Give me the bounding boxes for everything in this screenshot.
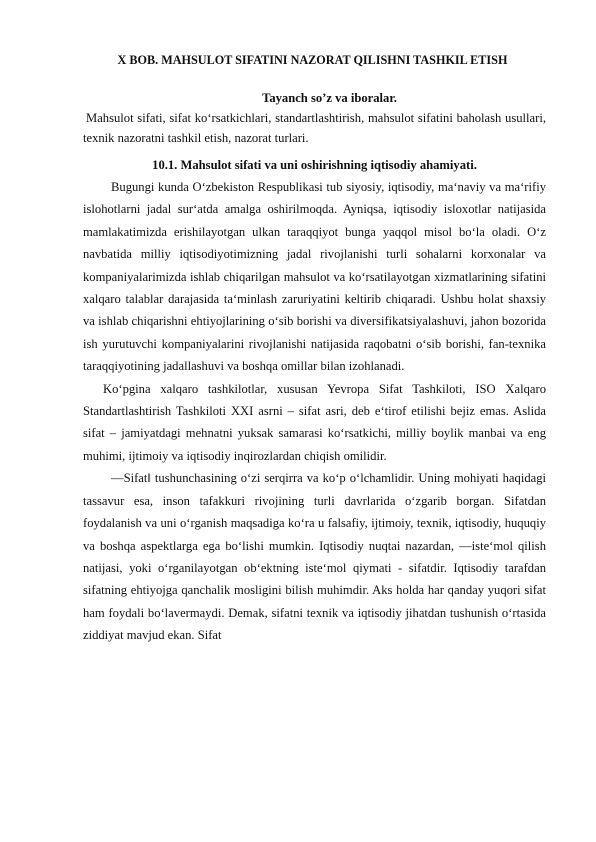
paragraph-3: ―Sifat‖ tushunchasining o‘zi serqirra va ko‘p o‘lchamlidir. Uning mohiyati haqidagi tassavur esa, inson tafakkuri rivojining turli davrlarida o‘zgarib borgan. Sifatdan foydalanish va uni o‘rganish maqsadiga ko‘ra u falsafiy, ijtimoiy, texnik, iqtisodiy, huquqiy va boshqa aspektlarga ega bo‘lishi mumkin. Iqtisodiy nuqtai nazardan, ―iste‘mol qilish natijasi, yoki o‘rganilayotgan ob‘ektning iste‘mol qiymati - sifatdir. Iqtisodiy tarafdan sifatning ehtiyojga qanchalik mosligini bilish muhimdir. Aks holda har qanday yuqori sifat ham foydali bo‘lavermaydi. Demak, sifatni texnik va iqtisodiy jihatdan tushunish o‘rtasida ziddiyat mavjud ekan. Sifat bbox=[83, 471, 546, 643]
paragraph-1: Bugungi kunda O‘zbekiston Respublikasi tub siyosiy, iqtisodiy, ma‘naviy va ma‘rifiy islohotlarni jadal sur‘atda amalga oshirilmoqda. Ayniqsa, iqtisodiy isloxotlar natijasida mamlakatimizda erishilayotgan ulkan taraqqiyot bunga yaqqol misol bo‘la oladi. O‘z navbatida milliy iqtisodiyotimizning jadal rivojlanishi turli sohalarni korxonalar va kompaniyalarimizda ishlab chiqarilgan mahsulot va ko‘rsatilayotgan xizmatlarining sifatini xalqaro talablar darajasida ta‘minlash zaruriyatini keltirib chiqaradi. Ushbu holat shaxsiy va ishlab chiqarishni ehtiyojlarining o‘sib borishi va diversifikatsiyalashuvi, jahon bozorida ish yurutuvchi kompaniyalarini rivojlanishi natijasida raqobatni o‘sib borishi, fan-texnika taraqqiyotining jadallashuvi va boshqa omillar bilan izohlanadi. bbox=[83, 180, 546, 374]
paragraph-2: Ko‘pgina xalqaro tashkilotlar, xususan Yevropa Sifat Tashkiloti, ISO Xalqaro Standartlashtirish Tashkiloti XXI asrni – sifat asri, deb e‘tirof etilishi bejiz emas. Aslida sifat – jamiyatdagi mehnatni yuksak samarasi ko‘rsatkichi, milliy boylik manbai va eng muhimi, ijtimoiy va iqtisodiy inqirozlardan chiqish omilidir. bbox=[83, 381, 546, 463]
keywords-heading: Tayanch so’z va iboralar. bbox=[262, 91, 397, 105]
keywords-text: Mahsulot sifati, sifat ko‘rsatkichlari, standartlashtirish, mahsulot sifatini baholash usullari, texnik nazoratni tashkil etish, nazorat turlari. bbox=[83, 111, 546, 145]
document-page bbox=[83, 52, 546, 647]
section-title: 10.1. Mahsulot sifati va uni oshirishning iqtisodiy ahamiyati. bbox=[152, 158, 477, 172]
chapter-title: X BOB. MAHSULOT SIFATINI NAZORAT QILISHNI TASHKIL ETISH bbox=[117, 53, 508, 67]
